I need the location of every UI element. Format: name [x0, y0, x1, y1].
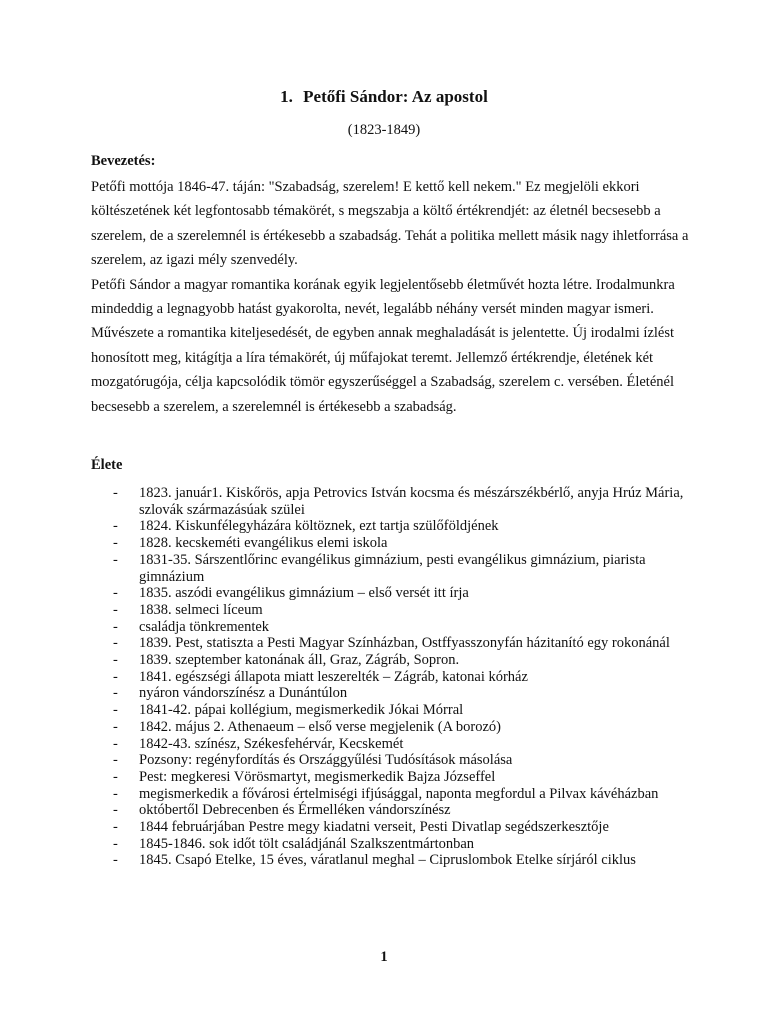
timeline-item — [91, 518, 691, 535]
intro-section — [91, 175, 691, 419]
bullet-dash: - — [113, 819, 118, 836]
timeline-item — [91, 736, 691, 753]
timeline-item — [91, 685, 691, 702]
timeline-item — [91, 635, 691, 652]
bullet-dash: - — [113, 768, 118, 785]
bullet-dash: - — [113, 852, 118, 869]
timeline-item-text: Pest: megkeresi Vörösmartyt, megismerkedik Bajza Józseffel — [139, 768, 496, 785]
timeline-item-text: megismerkedik a fővárosi értelmiségi ifjúsággal, naponta megfordul a Pilvax kávéházban — [139, 785, 659, 802]
bullet-dash: - — [113, 601, 118, 618]
timeline-item — [91, 652, 691, 669]
page-title — [0, 86, 768, 108]
timeline-item-text: 1844 februárjában Pestre megy kiadatni verseit, Pesti Divatlap segédszerkesztője — [139, 819, 609, 836]
timeline-item-text: 1835. aszódi evangélikus gimnázium – első versét itt írja — [139, 585, 469, 602]
bullet-dash: - — [113, 551, 118, 568]
bullet-dash: - — [113, 835, 118, 852]
timeline-item — [91, 819, 691, 836]
timeline-item — [91, 485, 691, 518]
timeline-item-text: októbertől Debrecenben és Érmelléken vándorszínész — [139, 802, 451, 819]
bullet-dash: - — [113, 635, 118, 652]
timeline-item — [91, 769, 691, 786]
timeline-item-text: nyáron vándorszínész a Dunántúlon — [139, 685, 348, 702]
bullet-dash: - — [113, 785, 118, 802]
bullet-dash: - — [113, 668, 118, 685]
timeline-item-text: 1842. május 2. Athenaeum – első verse megjelenik (A borozó) — [139, 718, 502, 735]
timeline-item-text: 1845. Csapó Etelke, 15 éves, váratlanul meghal – Cipruslombok Etelke sírjáról ciklus — [139, 852, 636, 869]
bullet-dash: - — [113, 585, 118, 602]
timeline-item-text: 1823. január1. Kiskőrös, apja Petrovics István kocsma és mészárszékbérlő, anyja Hrúz Mária, szlovák származásúak szülei — [139, 485, 684, 518]
timeline-item-text: 1824. Kiskunfélegyházára költöznek, ezt tartja szülőföldjének — [139, 518, 499, 535]
timeline-item — [91, 752, 691, 769]
intro-paragraph: Petőfi Sándor a magyar romantika korának egyik legjelentősebb életművét hozta létre. Irodalmunkra mindeddig a legnagyobb hatást gyakorolta, nevét, legalább néhány versét minden magyar ismeri. Művészete a romantika kiteljesedését, de egyben annak meghaladását is jelentette. Új irodalmi ízlést honosított meg, kitágítja a líra témakörét, új műfajokat teremt. Jellemző értékrendje, életének két mozgatórugója, célja kapcsolódik tömör egyszerűséggel a Szabadság, szerelem c. versében. Életénél becsesebb a szerelem, a szerelemnél is értékesebb a szabadság. — [91, 276, 675, 415]
bullet-dash: - — [113, 802, 118, 819]
timeline-item — [91, 619, 691, 636]
intro-heading: Bevezetés: — [91, 153, 156, 169]
timeline-item — [91, 669, 691, 686]
life-heading: Élete — [91, 457, 123, 473]
timeline-item — [91, 802, 691, 819]
timeline-item-text: 1842-43. színész, Székesfehérvár, Kecskemét — [139, 735, 404, 752]
timeline-item-text: Pozsony: regényfordítás és Országgyűlési Tudósítások másolása — [139, 752, 513, 769]
timeline-item-text: 1838. selmeci líceum — [139, 601, 263, 618]
bullet-dash: - — [113, 652, 118, 669]
bullet-dash: - — [113, 685, 118, 702]
timeline-item — [91, 585, 691, 602]
bullet-dash: - — [113, 618, 118, 635]
timeline-item — [91, 702, 691, 719]
timeline-item — [91, 602, 691, 619]
timeline-item — [91, 852, 691, 869]
timeline-item — [91, 719, 691, 736]
page-number: 1 — [380, 949, 388, 965]
bullet-dash: - — [113, 752, 118, 769]
life-dates: (1823-1849) — [347, 122, 421, 138]
intro-paragraph: Petőfi mottója 1846-47. táján: "Szabadság, szerelem! E kettő kell nekem." Ez megjelöli ekkori költészetének két legfontosabb témakörét, s megszabja a költő értékrendjét: az életnél becsesebb a szerelem, de a szerelemnél is értékesebb a szabadság. Tehát a politika mellett másik nagy ihletforrása a szerelem, az igazi mély szenvedély. — [91, 179, 689, 269]
timeline-item-text: 1839. szeptember katonának áll, Graz, Zágráb, Sopron. — [139, 652, 460, 669]
timeline-item — [91, 836, 691, 853]
bullet-dash: - — [113, 702, 118, 719]
title-number: 1. — [280, 87, 293, 106]
title-text: Petőfi Sándor: Az apostol — [303, 87, 488, 106]
timeline-item — [91, 552, 691, 585]
timeline-item-text: 1831-35. Sárszentlőrinc evangélikus gimnázium, pesti evangélikus gimnázium, piarista gimnázium — [139, 551, 646, 585]
bullet-dash: - — [113, 718, 118, 735]
bullet-dash: - — [113, 485, 118, 501]
timeline-item-text: 1828. kecskeméti evangélikus elemi iskola — [139, 535, 388, 552]
timeline-item-text: családja tönkrementek — [139, 618, 270, 635]
timeline-item-text: 1839. Pest, statiszta a Pesti Magyar Színházban, Ostffyasszonyfán házitanító egy rokonánál — [139, 635, 670, 652]
bullet-dash: - — [113, 518, 118, 535]
bullet-dash: - — [113, 735, 118, 752]
timeline-item — [91, 786, 691, 803]
timeline-item-text: 1841. egészségi állapota miatt leszerelték – Zágráb, katonai kórház — [139, 668, 528, 685]
timeline-item-text: 1841-42. pápai kollégium, megismerkedik Jókai Mórral — [139, 702, 464, 719]
timeline-item — [91, 535, 691, 552]
life-timeline-list — [91, 485, 691, 869]
timeline-item-text: 1845-1846. sok időt tölt családjánál Szalkszentmártonban — [139, 835, 475, 852]
bullet-dash: - — [113, 535, 118, 552]
